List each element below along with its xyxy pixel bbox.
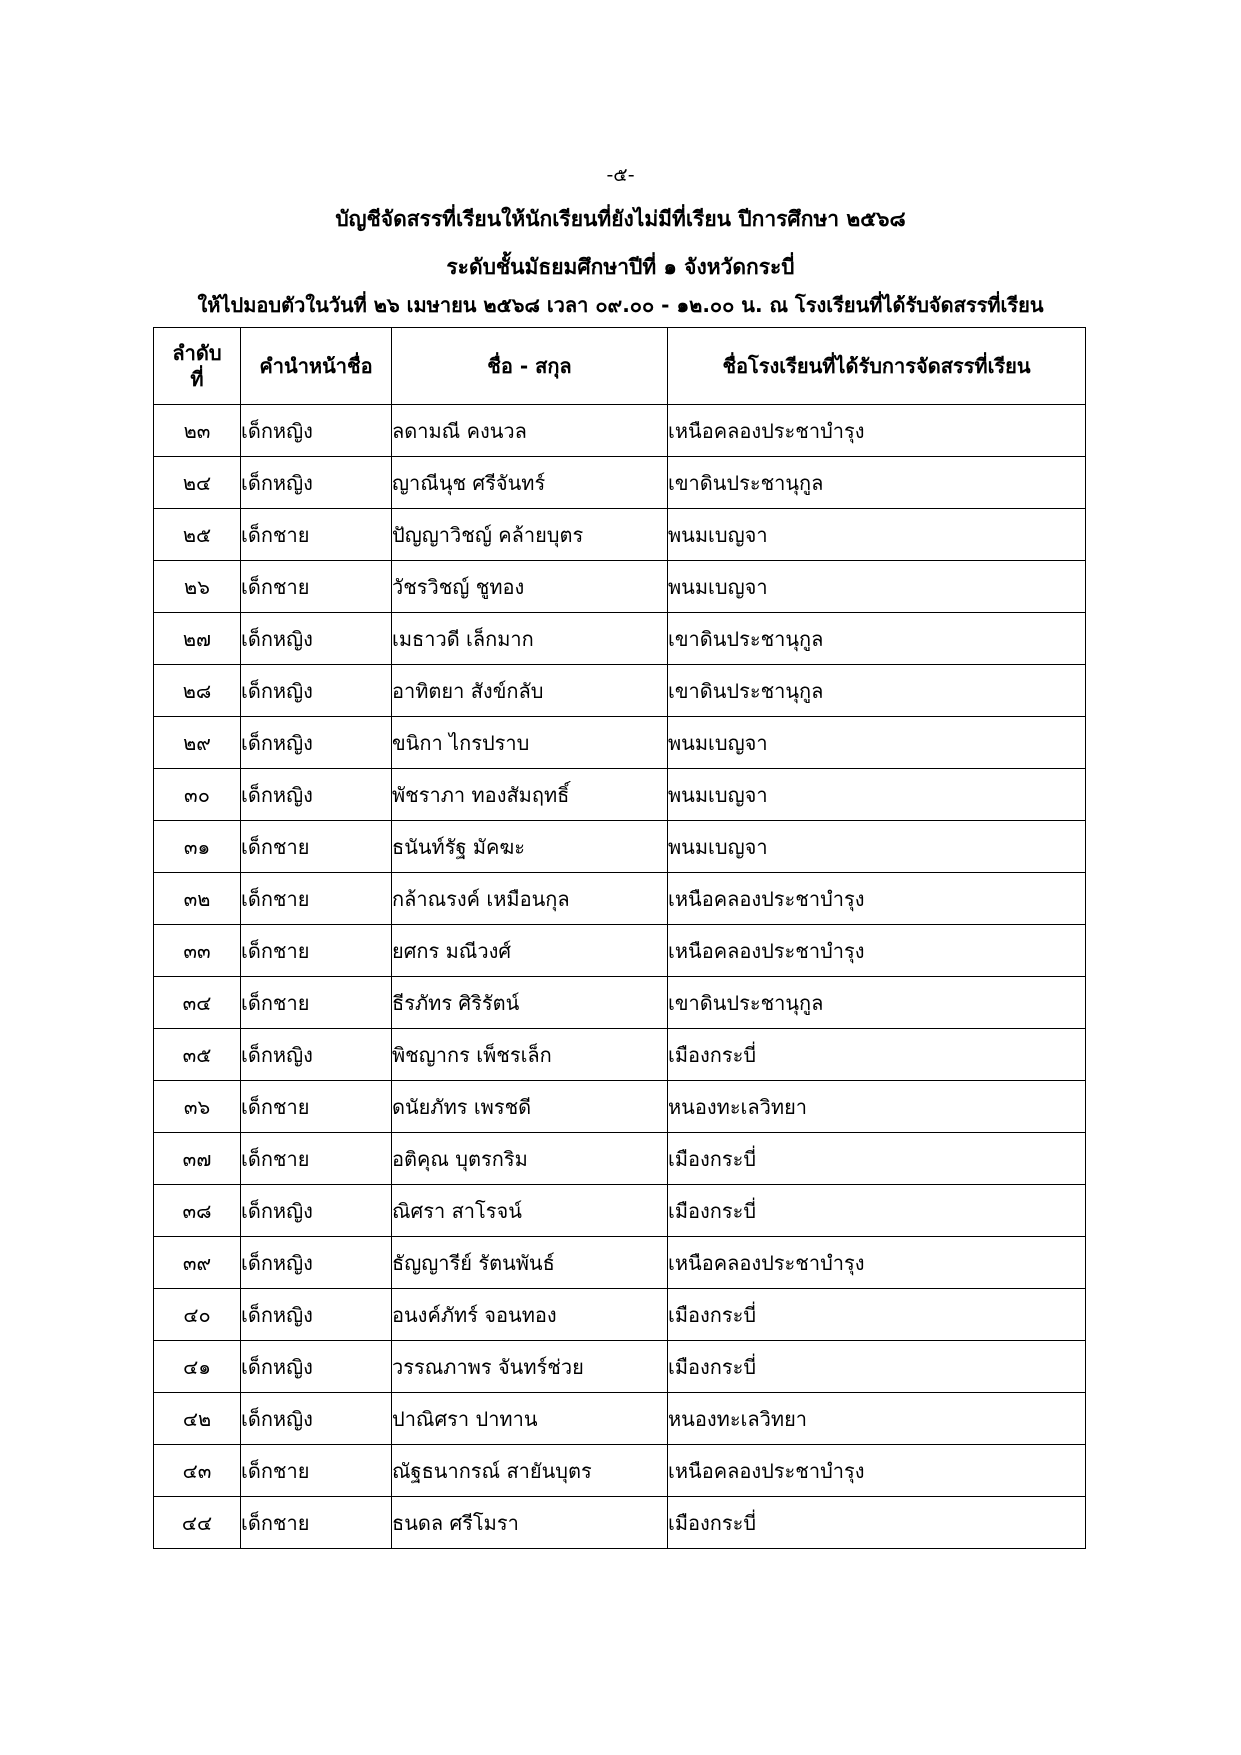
cell-school: เหนือคลองประชาบำรุง — [668, 925, 1086, 977]
cell-no: ๓๓ — [154, 925, 241, 977]
cell-no: ๔๔ — [154, 1497, 241, 1549]
column-header-prefix: คำนำหน้าชื่อ — [241, 328, 392, 405]
table-row — [154, 873, 1086, 925]
cell-name: พิชญากร เพ็ชรเล็ก — [392, 1029, 668, 1081]
table-row — [154, 561, 1086, 613]
cell-school: เมืองกระบี่ — [668, 1133, 1086, 1185]
cell-no: ๓๐ — [154, 769, 241, 821]
cell-name: ธัญญารีย์ รัตนพันธ์ — [392, 1237, 668, 1289]
table-row — [154, 769, 1086, 821]
cell-prefix: เด็กหญิง — [241, 1029, 392, 1081]
cell-prefix: เด็กหญิง — [241, 1237, 392, 1289]
cell-school: เขาดินประชานุกูล — [668, 977, 1086, 1029]
cell-no: ๓๙ — [154, 1237, 241, 1289]
cell-name: ญาณีนุช ศรีจันทร์ — [392, 457, 668, 509]
cell-prefix: เด็กหญิง — [241, 769, 392, 821]
cell-no: ๒๗ — [154, 613, 241, 665]
cell-name: อนงค์ภัทร์ จอนทอง — [392, 1289, 668, 1341]
table-row — [154, 457, 1086, 509]
cell-no: ๒๔ — [154, 457, 241, 509]
table-row — [154, 665, 1086, 717]
cell-school: พนมเบญจา — [668, 561, 1086, 613]
cell-name: ธนดล ศรีโมรา — [392, 1497, 668, 1549]
cell-prefix: เด็กหญิง — [241, 405, 392, 457]
column-header-name: ชื่อ - สกุล — [392, 328, 668, 405]
table-row — [154, 1185, 1086, 1237]
table-row — [154, 1289, 1086, 1341]
cell-prefix: เด็กชาย — [241, 977, 392, 1029]
cell-name: ปัญญาวิชญ์ คล้ายบุตร — [392, 509, 668, 561]
cell-prefix: เด็กชาย — [241, 1133, 392, 1185]
cell-prefix: เด็กชาย — [241, 821, 392, 873]
cell-prefix: เด็กชาย — [241, 1081, 392, 1133]
cell-name: เมธาวดี เล็กมาก — [392, 613, 668, 665]
table-row — [154, 1029, 1086, 1081]
cell-prefix: เด็กชาย — [241, 561, 392, 613]
cell-no: ๒๓ — [154, 405, 241, 457]
cell-no: ๓๒ — [154, 873, 241, 925]
cell-school: เขาดินประชานุกูล — [668, 457, 1086, 509]
table-row — [154, 1133, 1086, 1185]
cell-school: เมืองกระบี่ — [668, 1029, 1086, 1081]
cell-no: ๓๑ — [154, 821, 241, 873]
cell-prefix: เด็กหญิง — [241, 1185, 392, 1237]
table-row — [154, 509, 1086, 561]
cell-prefix: เด็กหญิง — [241, 1341, 392, 1393]
cell-school: เขาดินประชานุกูล — [668, 665, 1086, 717]
cell-school: เมืองกระบี่ — [668, 1341, 1086, 1393]
cell-prefix: เด็กหญิง — [241, 457, 392, 509]
cell-name: ดนัยภัทร เพรชดี — [392, 1081, 668, 1133]
cell-no: ๔๑ — [154, 1341, 241, 1393]
cell-no: ๒๕ — [154, 509, 241, 561]
table-header-row — [154, 328, 1086, 405]
cell-prefix: เด็กชาย — [241, 1497, 392, 1549]
cell-school: หนองทะเลวิทยา — [668, 1393, 1086, 1445]
cell-name: ปาณิศรา ปาทาน — [392, 1393, 668, 1445]
cell-school: พนมเบญจา — [668, 821, 1086, 873]
table-row — [154, 977, 1086, 1029]
cell-school: เหนือคลองประชาบำรุง — [668, 1445, 1086, 1497]
cell-school: เมืองกระบี่ — [668, 1185, 1086, 1237]
cell-no: ๓๔ — [154, 977, 241, 1029]
cell-no: ๔๐ — [154, 1289, 241, 1341]
cell-school: เหนือคลองประชาบำรุง — [668, 873, 1086, 925]
cell-prefix: เด็กชาย — [241, 509, 392, 561]
column-header-no — [154, 328, 241, 405]
cell-prefix: เด็กชาย — [241, 1445, 392, 1497]
cell-name: พัชราภา ทองสัมฤทธิ์ — [392, 769, 668, 821]
cell-school: หนองทะเลวิทยา — [668, 1081, 1086, 1133]
cell-school: เหนือคลองประชาบำรุง — [668, 405, 1086, 457]
column-header-school: ชื่อโรงเรียนที่ได้รับการจัดสรรที่เรียน — [668, 328, 1086, 405]
cell-name: ลดามณี คงนวล — [392, 405, 668, 457]
cell-school: เมืองกระบี่ — [668, 1289, 1086, 1341]
cell-prefix: เด็กหญิง — [241, 717, 392, 769]
cell-no: ๒๖ — [154, 561, 241, 613]
cell-school: พนมเบญจา — [668, 717, 1086, 769]
table-row — [154, 405, 1086, 457]
cell-name: กล้าณรงค์ เหมือนกุล — [392, 873, 668, 925]
cell-school: เมืองกระบี่ — [668, 1497, 1086, 1549]
cell-prefix: เด็กหญิง — [241, 665, 392, 717]
cell-name: อติคุณ บุตรกริม — [392, 1133, 668, 1185]
document-title: บัญชีจัดสรรที่เรียนให้นักเรียนที่ยังไม่มีที่เรียน ปีการศึกษา ๒๕๖๘ — [335, 207, 906, 231]
document-subtitle: ระดับชั้นมัธยมศึกษาปีที่ ๑ จังหวัดกระบี่ — [446, 255, 795, 279]
table-row — [154, 717, 1086, 769]
page-number: -๕- — [606, 164, 635, 186]
cell-no: ๒๙ — [154, 717, 241, 769]
table-body — [154, 405, 1086, 1549]
cell-prefix: เด็กหญิง — [241, 1393, 392, 1445]
table-row — [154, 1497, 1086, 1549]
cell-no: ๓๘ — [154, 1185, 241, 1237]
table-row — [154, 613, 1086, 665]
allocation-table — [153, 327, 1086, 1549]
cell-name: ธีรภัทร ศิริรัตน์ — [392, 977, 668, 1029]
table-row — [154, 1081, 1086, 1133]
cell-name: วรรณภาพร จันทร์ช่วย — [392, 1341, 668, 1393]
cell-school: พนมเบญจา — [668, 509, 1086, 561]
cell-no: ๔๓ — [154, 1445, 241, 1497]
table-row — [154, 925, 1086, 977]
cell-no: ๔๒ — [154, 1393, 241, 1445]
table-row — [154, 1237, 1086, 1289]
cell-prefix: เด็กชาย — [241, 873, 392, 925]
cell-name: อาทิตยา สังข์กลับ — [392, 665, 668, 717]
cell-school: เหนือคลองประชาบำรุง — [668, 1237, 1086, 1289]
cell-name: ณัฐธนากรณ์ สายันบุตร — [392, 1445, 668, 1497]
table-row — [154, 821, 1086, 873]
cell-prefix: เด็กหญิง — [241, 1289, 392, 1341]
cell-name: ขนิกา ไกรปราบ — [392, 717, 668, 769]
table-row — [154, 1445, 1086, 1497]
cell-school: พนมเบญจา — [668, 769, 1086, 821]
cell-prefix: เด็กหญิง — [241, 613, 392, 665]
cell-name: วัชรวิชญ์ ชูทอง — [392, 561, 668, 613]
cell-school: เขาดินประชานุกูล — [668, 613, 1086, 665]
cell-no: ๓๖ — [154, 1081, 241, 1133]
table-row — [154, 1393, 1086, 1445]
cell-prefix: เด็กชาย — [241, 925, 392, 977]
reporting-instructions: ให้ไปมอบตัวในวันที่ ๒๖ เมษายน ๒๕๖๘ เวลา ๐๙.๐๐ - ๑๒.๐๐ น. ณ โรงเรียนที่ได้รับจัดสรรที่เรียน — [197, 293, 1044, 317]
cell-no: ๓๕ — [154, 1029, 241, 1081]
cell-name: ยศกร มณีวงศ์ — [392, 925, 668, 977]
cell-name: ธนันท์รัฐ มัคฆะ — [392, 821, 668, 873]
table-row — [154, 1341, 1086, 1393]
cell-no: ๓๗ — [154, 1133, 241, 1185]
cell-no: ๒๘ — [154, 665, 241, 717]
cell-name: ณิศรา สาโรจน์ — [392, 1185, 668, 1237]
column-header-no-line2: ที่ — [190, 367, 204, 391]
column-header-no-line1: ลำดับ — [172, 341, 222, 365]
